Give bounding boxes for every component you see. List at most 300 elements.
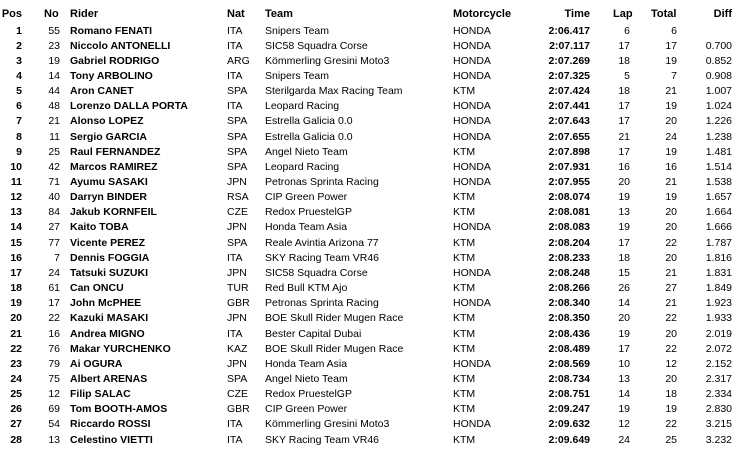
cell-lap: 16 bbox=[618, 160, 630, 173]
cell-motorcycle: HONDA bbox=[453, 39, 491, 52]
cell-rider: Kaito TOBA bbox=[70, 221, 129, 234]
cell-pos: 23 bbox=[10, 357, 22, 370]
table-row bbox=[0, 266, 739, 281]
cell-pos: 17 bbox=[10, 266, 22, 279]
table-row bbox=[0, 387, 739, 402]
cell-team: SKY Racing Team VR46 bbox=[265, 433, 380, 446]
cell-no: 54 bbox=[48, 418, 60, 431]
cell-no: 40 bbox=[48, 191, 60, 204]
cell-total: 12 bbox=[665, 357, 677, 370]
cell-pos: 8 bbox=[16, 130, 22, 143]
cell-no: 61 bbox=[48, 282, 60, 295]
cell-time: 2:08.081 bbox=[548, 206, 590, 219]
cell-no: 77 bbox=[48, 236, 60, 249]
cell-total: 19 bbox=[665, 191, 677, 204]
cell-no: 7 bbox=[54, 251, 60, 264]
cell-pos: 5 bbox=[16, 85, 22, 98]
cell-team: Sterilgarda Max Racing Team bbox=[265, 85, 403, 98]
cell-rider: Tatsuki SUZUKI bbox=[70, 266, 148, 279]
cell-total: 20 bbox=[665, 206, 677, 219]
cell-nat: JPN bbox=[227, 176, 247, 188]
cell-no: 44 bbox=[48, 85, 60, 98]
cell-team: Red Bull KTM Ajo bbox=[265, 282, 348, 295]
cell-lap: 14 bbox=[618, 388, 630, 401]
cell-lap: 13 bbox=[618, 206, 630, 219]
cell-lap: 17 bbox=[618, 145, 630, 158]
cell-motorcycle: KTM bbox=[453, 403, 476, 416]
cell-pos: 24 bbox=[10, 372, 22, 385]
cell-time: 2:08.233 bbox=[548, 251, 590, 264]
table-row bbox=[0, 433, 739, 448]
cell-time: 2:08.340 bbox=[548, 297, 590, 310]
cell-lap: 19 bbox=[618, 191, 630, 204]
cell-time: 2:07.441 bbox=[548, 100, 590, 113]
cell-rider: Tom BOOTH-AMOS bbox=[70, 403, 168, 416]
cell-pos: 20 bbox=[10, 312, 22, 325]
cell-pos: 14 bbox=[10, 221, 22, 234]
cell-diff: 1.933 bbox=[705, 312, 732, 325]
table-row bbox=[0, 417, 739, 432]
cell-no: 22 bbox=[48, 312, 60, 325]
cell-time: 2:08.350 bbox=[548, 312, 590, 325]
cell-diff: 0.700 bbox=[705, 39, 732, 52]
cell-diff: 1.657 bbox=[705, 191, 732, 204]
cell-motorcycle: HONDA bbox=[453, 176, 491, 188]
cell-rider: Aron CANET bbox=[70, 85, 134, 98]
header-pos: Pos bbox=[1, 8, 22, 20]
cell-total: 19 bbox=[665, 54, 677, 67]
cell-rider: Alonso LOPEZ bbox=[70, 115, 144, 128]
cell-motorcycle: KTM bbox=[453, 282, 476, 295]
cell-diff: 2.334 bbox=[705, 388, 732, 401]
cell-lap: 18 bbox=[618, 85, 630, 98]
cell-total: 21 bbox=[665, 297, 677, 310]
cell-pos: 12 bbox=[10, 191, 22, 204]
cell-nat: JPN bbox=[227, 266, 247, 279]
cell-total: 20 bbox=[665, 115, 677, 128]
cell-total: 21 bbox=[665, 266, 677, 279]
cell-lap: 12 bbox=[618, 418, 630, 431]
cell-rider: Marcos RAMIREZ bbox=[70, 160, 158, 173]
cell-pos: 18 bbox=[10, 282, 22, 295]
cell-pos: 25 bbox=[10, 388, 22, 401]
cell-team: Reale Avintia Arizona 77 bbox=[265, 236, 379, 249]
cell-lap: 19 bbox=[618, 403, 630, 416]
cell-lap: 10 bbox=[618, 357, 630, 370]
cell-diff: 1.923 bbox=[705, 297, 732, 310]
cell-diff: 1.238 bbox=[705, 130, 732, 143]
table-row bbox=[0, 402, 739, 417]
cell-total: 19 bbox=[665, 145, 677, 158]
table-row bbox=[0, 130, 739, 145]
cell-total: 16 bbox=[665, 160, 677, 173]
cell-no: 71 bbox=[48, 176, 60, 188]
header-diff: Diff bbox=[713, 8, 732, 20]
table-row bbox=[0, 236, 739, 251]
cell-nat: CZE bbox=[227, 206, 248, 219]
cell-rider: Celestino VIETTI bbox=[70, 433, 153, 446]
table-row bbox=[0, 251, 739, 266]
cell-nat: RSA bbox=[227, 191, 249, 204]
cell-time: 2:06.417 bbox=[548, 24, 590, 37]
cell-diff: 1.787 bbox=[705, 236, 732, 249]
cell-total: 21 bbox=[665, 85, 677, 98]
cell-total: 7 bbox=[671, 69, 677, 82]
header-nat: Nat bbox=[227, 8, 245, 20]
cell-pos: 9 bbox=[16, 145, 22, 158]
cell-no: 21 bbox=[48, 115, 60, 128]
cell-lap: 26 bbox=[618, 282, 630, 295]
cell-rider: Riccardo ROSSI bbox=[70, 418, 151, 431]
cell-motorcycle: KTM bbox=[453, 206, 476, 219]
cell-time: 2:07.117 bbox=[549, 39, 590, 52]
cell-pos: 27 bbox=[10, 418, 22, 431]
cell-diff: 2.072 bbox=[705, 342, 732, 355]
header-no: No bbox=[44, 8, 59, 20]
cell-nat: JPN bbox=[227, 221, 247, 234]
cell-total: 24 bbox=[665, 130, 677, 143]
cell-diff: 0.908 bbox=[705, 69, 732, 82]
cell-no: 84 bbox=[48, 206, 60, 219]
cell-lap: 13 bbox=[618, 372, 630, 385]
cell-rider: Tony ARBOLINO bbox=[70, 69, 153, 82]
cell-diff: 1.831 bbox=[705, 266, 732, 279]
cell-team: Redox PruestelGP bbox=[265, 388, 352, 401]
cell-motorcycle: HONDA bbox=[453, 297, 491, 310]
cell-no: 19 bbox=[48, 54, 60, 67]
cell-lap: 20 bbox=[618, 176, 630, 188]
cell-nat: ARG bbox=[227, 54, 250, 67]
cell-no: 69 bbox=[48, 403, 60, 416]
cell-team: Honda Team Asia bbox=[265, 357, 348, 370]
cell-time: 2:09.247 bbox=[548, 403, 590, 416]
cell-pos: 16 bbox=[10, 251, 22, 264]
cell-pos: 4 bbox=[16, 69, 22, 82]
cell-pos: 26 bbox=[10, 403, 22, 416]
cell-motorcycle: KTM bbox=[453, 251, 476, 264]
cell-diff: 1.816 bbox=[705, 251, 732, 264]
table-row bbox=[0, 69, 739, 84]
cell-diff: 1.538 bbox=[705, 176, 732, 188]
cell-nat: GBR bbox=[227, 403, 250, 416]
cell-nat: SPA bbox=[227, 236, 248, 249]
cell-team: CIP Green Power bbox=[265, 403, 348, 416]
cell-rider: Sergio GARCIA bbox=[70, 130, 148, 143]
table-row bbox=[0, 342, 739, 357]
table-row bbox=[0, 281, 739, 296]
cell-no: 27 bbox=[48, 221, 60, 234]
cell-no: 17 bbox=[48, 297, 60, 310]
header-row bbox=[0, 7, 739, 22]
cell-time: 2:08.074 bbox=[548, 191, 590, 204]
header-motorcycle: Motorcycle bbox=[453, 8, 512, 20]
cell-motorcycle: KTM bbox=[453, 327, 476, 340]
cell-team: SIC58 Squadra Corse bbox=[265, 266, 368, 279]
cell-lap: 18 bbox=[618, 251, 630, 264]
cell-team: SIC58 Squadra Corse bbox=[265, 39, 368, 52]
cell-lap: 19 bbox=[618, 221, 630, 234]
cell-nat: ITA bbox=[227, 418, 243, 431]
cell-lap: 24 bbox=[618, 433, 630, 446]
table-row bbox=[0, 190, 739, 205]
cell-total: 22 bbox=[665, 312, 677, 325]
cell-diff: 2.830 bbox=[705, 403, 732, 416]
cell-no: 42 bbox=[48, 160, 60, 173]
cell-diff: 0.852 bbox=[705, 54, 732, 67]
cell-time: 2:08.083 bbox=[548, 221, 590, 234]
cell-nat: ITA bbox=[227, 69, 243, 82]
cell-pos: 19 bbox=[10, 297, 22, 310]
cell-motorcycle: HONDA bbox=[453, 24, 491, 37]
cell-team: Redox PruestelGP bbox=[265, 206, 352, 219]
cell-time: 2:08.489 bbox=[548, 342, 590, 355]
table-row bbox=[0, 84, 739, 99]
cell-lap: 21 bbox=[618, 130, 630, 143]
cell-total: 20 bbox=[665, 327, 677, 340]
cell-nat: SPA bbox=[227, 130, 248, 143]
cell-no: 12 bbox=[48, 388, 60, 401]
cell-lap: 17 bbox=[618, 115, 630, 128]
cell-pos: 10 bbox=[10, 160, 22, 173]
cell-time: 2:07.269 bbox=[548, 54, 590, 67]
cell-total: 19 bbox=[665, 100, 677, 113]
cell-time: 2:08.569 bbox=[548, 357, 590, 370]
table-row bbox=[0, 205, 739, 220]
cell-rider: Ayumu SASAKI bbox=[70, 176, 148, 188]
cell-nat: SPA bbox=[227, 115, 248, 128]
table-row bbox=[0, 175, 739, 190]
cell-motorcycle: KTM bbox=[453, 312, 476, 325]
cell-rider: Can ONCU bbox=[70, 282, 124, 295]
cell-no: 75 bbox=[48, 372, 60, 385]
cell-lap: 6 bbox=[624, 24, 630, 37]
table-row bbox=[0, 99, 739, 114]
table-row bbox=[0, 24, 739, 39]
cell-pos: 21 bbox=[10, 327, 22, 340]
table-row bbox=[0, 327, 739, 342]
cell-team: Petronas Sprinta Racing bbox=[265, 297, 379, 310]
header-lap: Lap bbox=[613, 8, 633, 20]
cell-motorcycle: KTM bbox=[453, 388, 476, 401]
cell-team: BOE Skull Rider Mugen Race bbox=[265, 342, 404, 355]
cell-nat: ITA bbox=[227, 433, 243, 446]
cell-nat: ITA bbox=[227, 251, 243, 264]
cell-time: 2:08.734 bbox=[548, 372, 590, 385]
cell-time: 2:09.649 bbox=[548, 433, 590, 446]
cell-team: Honda Team Asia bbox=[265, 221, 348, 234]
cell-rider: Kazuki MASAKI bbox=[70, 312, 149, 325]
cell-time: 2:08.266 bbox=[548, 282, 590, 295]
cell-nat: JPN bbox=[227, 357, 247, 370]
cell-time: 2:07.931 bbox=[548, 160, 590, 173]
cell-nat: TUR bbox=[227, 282, 249, 295]
cell-total: 6 bbox=[671, 24, 677, 37]
header-time: Time bbox=[564, 8, 590, 20]
cell-rider: Romano FENATI bbox=[70, 24, 153, 37]
cell-diff: 1.226 bbox=[705, 115, 732, 128]
cell-diff: 1.007 bbox=[705, 85, 732, 98]
cell-rider: Ai OGURA bbox=[70, 357, 123, 370]
cell-nat: GBR bbox=[227, 297, 250, 310]
cell-motorcycle: HONDA bbox=[453, 418, 491, 431]
cell-no: 14 bbox=[48, 69, 60, 82]
cell-rider: Dennis FOGGIA bbox=[70, 251, 150, 264]
cell-time: 2:08.436 bbox=[548, 327, 590, 340]
cell-no: 23 bbox=[48, 39, 60, 52]
cell-motorcycle: HONDA bbox=[453, 115, 491, 128]
cell-nat: ITA bbox=[227, 100, 243, 113]
cell-team: Petronas Sprinta Racing bbox=[265, 176, 379, 188]
cell-no: 16 bbox=[48, 327, 60, 340]
cell-lap: 5 bbox=[624, 69, 630, 82]
cell-time: 2:07.325 bbox=[548, 69, 590, 82]
cell-total: 22 bbox=[665, 236, 677, 249]
cell-rider: Albert ARENAS bbox=[70, 372, 148, 385]
cell-nat: SPA bbox=[227, 160, 248, 173]
cell-lap: 18 bbox=[618, 54, 630, 67]
cell-total: 20 bbox=[665, 221, 677, 234]
cell-lap: 19 bbox=[618, 327, 630, 340]
cell-time: 2:07.955 bbox=[548, 176, 590, 188]
cell-diff: 2.317 bbox=[705, 372, 732, 385]
cell-team: Bester Capital Dubai bbox=[265, 327, 362, 340]
cell-motorcycle: HONDA bbox=[453, 100, 491, 113]
header-team: Team bbox=[265, 8, 293, 20]
cell-total: 18 bbox=[665, 388, 677, 401]
cell-motorcycle: KTM bbox=[453, 433, 476, 446]
cell-nat: ITA bbox=[227, 24, 243, 37]
cell-lap: 17 bbox=[618, 342, 630, 355]
table-row bbox=[0, 39, 739, 54]
cell-time: 2:07.643 bbox=[548, 115, 590, 128]
cell-team: Estrella Galicia 0.0 bbox=[265, 130, 353, 143]
cell-pos: 28 bbox=[10, 433, 22, 446]
cell-nat: JPN bbox=[227, 312, 247, 325]
cell-time: 2:09.632 bbox=[548, 418, 590, 431]
cell-rider: Makar YURCHENKO bbox=[70, 342, 171, 355]
cell-diff: 3.215 bbox=[705, 418, 732, 431]
cell-rider: Darryn BINDER bbox=[70, 191, 148, 204]
cell-pos: 3 bbox=[16, 54, 22, 67]
cell-total: 27 bbox=[665, 282, 677, 295]
cell-team: BOE Skull Rider Mugen Race bbox=[265, 312, 404, 325]
cell-motorcycle: KTM bbox=[453, 372, 476, 385]
cell-total: 22 bbox=[665, 342, 677, 355]
cell-no: 25 bbox=[48, 145, 60, 158]
header-rider: Rider bbox=[70, 8, 99, 20]
cell-lap: 17 bbox=[618, 39, 630, 52]
cell-no: 13 bbox=[48, 433, 60, 446]
cell-team: Kömmerling Gresini Moto3 bbox=[265, 418, 390, 431]
table-row bbox=[0, 311, 739, 326]
cell-team: Leopard Racing bbox=[265, 160, 340, 173]
table-row bbox=[0, 160, 739, 175]
cell-pos: 13 bbox=[10, 206, 22, 219]
cell-motorcycle: KTM bbox=[453, 85, 476, 98]
cell-team: SKY Racing Team VR46 bbox=[265, 251, 380, 264]
cell-rider: Raul FERNANDEZ bbox=[70, 145, 161, 158]
cell-rider: Filip SALAC bbox=[70, 388, 131, 401]
cell-time: 2:07.655 bbox=[548, 130, 590, 143]
cell-lap: 17 bbox=[618, 100, 630, 113]
cell-total: 25 bbox=[665, 433, 677, 446]
cell-rider: Niccolo ANTONELLI bbox=[70, 39, 171, 52]
cell-pos: 2 bbox=[16, 39, 22, 52]
cell-lap: 17 bbox=[618, 236, 630, 249]
cell-nat: CZE bbox=[227, 388, 248, 401]
cell-nat: SPA bbox=[227, 85, 248, 98]
table-row bbox=[0, 357, 739, 372]
cell-team: Leopard Racing bbox=[265, 100, 340, 113]
cell-time: 2:07.898 bbox=[548, 145, 590, 158]
cell-diff: 1.481 bbox=[705, 145, 732, 158]
cell-team: Snipers Team bbox=[265, 69, 330, 82]
cell-pos: 6 bbox=[16, 100, 22, 113]
cell-no: 11 bbox=[49, 130, 60, 143]
cell-total: 20 bbox=[665, 372, 677, 385]
cell-motorcycle: HONDA bbox=[453, 69, 491, 82]
cell-motorcycle: KTM bbox=[453, 145, 476, 158]
cell-diff: 2.152 bbox=[705, 357, 732, 370]
cell-lap: 14 bbox=[618, 297, 630, 310]
cell-motorcycle: HONDA bbox=[453, 266, 491, 279]
cell-pos: 15 bbox=[10, 236, 22, 249]
cell-total: 20 bbox=[665, 251, 677, 264]
cell-lap: 15 bbox=[618, 266, 630, 279]
cell-pos: 11 bbox=[10, 176, 22, 188]
cell-nat: SPA bbox=[227, 372, 248, 385]
cell-pos: 1 bbox=[16, 24, 22, 37]
cell-team: Angel Nieto Team bbox=[265, 145, 348, 158]
cell-team: Snipers Team bbox=[265, 24, 330, 37]
table-row bbox=[0, 372, 739, 387]
cell-time: 2:08.751 bbox=[548, 388, 590, 401]
cell-nat: KAZ bbox=[227, 342, 248, 355]
cell-rider: Vicente PEREZ bbox=[70, 236, 146, 249]
cell-rider: Gabriel RODRIGO bbox=[70, 54, 160, 67]
cell-rider: John McPHEE bbox=[70, 297, 142, 310]
cell-nat: SPA bbox=[227, 145, 248, 158]
cell-diff: 1.514 bbox=[705, 160, 732, 173]
cell-motorcycle: HONDA bbox=[453, 160, 491, 173]
cell-nat: ITA bbox=[227, 39, 243, 52]
cell-no: 55 bbox=[48, 24, 60, 37]
cell-diff: 1.666 bbox=[705, 221, 732, 234]
cell-team: CIP Green Power bbox=[265, 191, 348, 204]
cell-pos: 22 bbox=[10, 342, 22, 355]
cell-team: Angel Nieto Team bbox=[265, 372, 348, 385]
cell-diff: 1.664 bbox=[705, 206, 732, 219]
cell-total: 21 bbox=[665, 176, 677, 188]
table-row bbox=[0, 145, 739, 160]
table-row bbox=[0, 220, 739, 235]
cell-rider: Andrea MIGNO bbox=[70, 327, 145, 340]
cell-motorcycle: KTM bbox=[453, 191, 476, 204]
table-row bbox=[0, 54, 739, 69]
cell-no: 79 bbox=[48, 357, 60, 370]
cell-total: 22 bbox=[665, 418, 677, 431]
cell-nat: ITA bbox=[227, 327, 243, 340]
cell-time: 2:08.204 bbox=[548, 236, 590, 249]
cell-motorcycle: KTM bbox=[453, 236, 476, 249]
cell-no: 76 bbox=[48, 342, 60, 355]
table-row bbox=[0, 114, 739, 129]
cell-total: 17 bbox=[665, 39, 677, 52]
cell-team: Estrella Galicia 0.0 bbox=[265, 115, 353, 128]
cell-time: 2:08.248 bbox=[548, 266, 590, 279]
cell-diff: 2.019 bbox=[705, 327, 732, 340]
cell-motorcycle: KTM bbox=[453, 342, 476, 355]
